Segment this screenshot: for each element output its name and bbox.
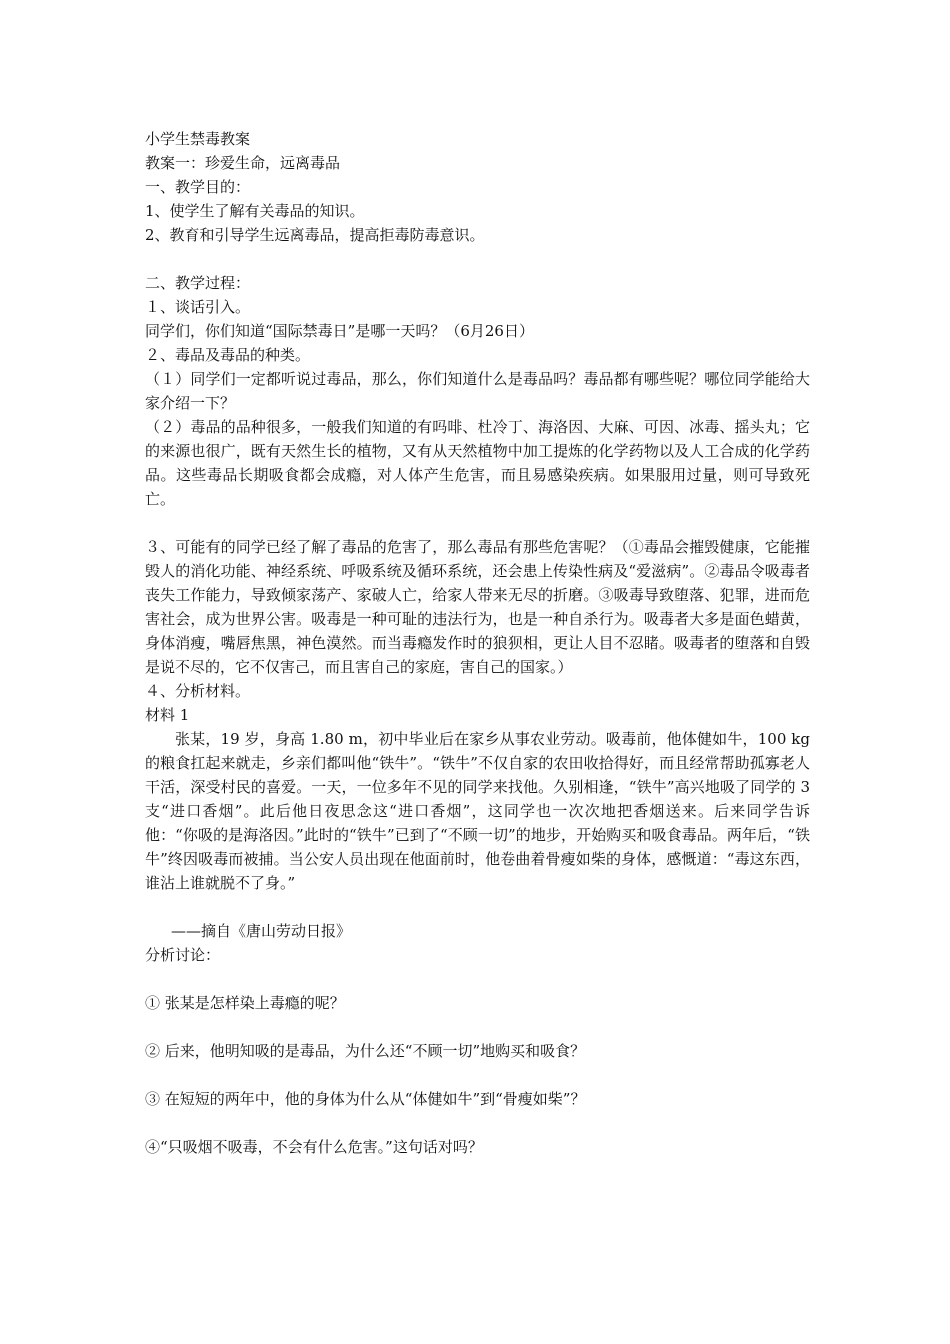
step-4-heading: ４、分析材料。 — [145, 682, 251, 700]
step-3-paragraph: ３、可能有的同学已经了解了毒品的危害了，那么毒品有那些危害呢？（①毒品会摧毁健康，它能摧毁人的消化功能、神经系统、呼吸系统及循环系统，还会患上传染性病及“爱滋病”。②毒品令吸毒者丧失工作能力，导致倾家荡产、家破人亡，给家人带来无尽的折磨。③吸毒导致堕落、犯罪，进而危害社会，成为世界公害。吸毒是一种可耻的违法行为，也是一种自杀行为。吸毒者大多是面色蜡黄，身体消瘦，嘴唇焦黑，神色漠然。而当毒瘾发作时的狼狈相，更让人目不忍睹。吸毒者的堕落和自毁是说不尽的，它不仅害己，而且害自己的家庭，害自己的国家。） — [145, 538, 810, 676]
material-source: ——摘自《唐山劳动日报》 — [171, 922, 352, 940]
step-2-heading: ２、毒品及毒品的种类。 — [145, 346, 311, 364]
section-heading-goals: 一、教学目的： — [145, 178, 251, 196]
step-2-paragraph-1: （１）同学们一定都听说过毒品，那么，你们知道什么是毒品吗？毒品都有哪些呢？哪位同学能给大家介绍一下？ — [145, 370, 810, 412]
discussion-question-1: ① 张某是怎样染上毒瘾的呢？ — [145, 994, 345, 1012]
blank-line — [145, 511, 810, 535]
document-body — [145, 127, 810, 1159]
material-label: 材料 1 — [145, 706, 190, 724]
step-1-heading: １、谈话引入。 — [145, 298, 251, 316]
blank-line — [145, 1063, 810, 1087]
step-1-text: 同学们，你们知道“国际禁毒日”是哪一天吗？（6月26日） — [145, 322, 534, 340]
goal-item-2: 2、教育和引导学生远离毒品，提高拒毒防毒意识。 — [145, 226, 485, 244]
material-paragraph: 张某，19 岁，身高 1.80 m，初中毕业后在家乡从事农业劳动。吸毒前，他体健如牛，100 kg 的粮食扛起来就走，乡亲们都叫他“铁牛”。“铁牛”不仅自家的农田收拾得好，而且经常帮助孤寡老人干活，深受村民的喜爱。一天，一位多年不见的同学来找他。久别相逢，“铁牛”高兴地吸了同学的 3 支“进口香烟”。此后他日夜思念这“进口香烟”，这同学也一次次地把香烟送来。后来同学告诉他：“你吸的是海洛因。”此时的“铁牛”已到了“不顾一切”的地步，开始购买和吸食毒品。两年后，“铁牛”终因吸毒而被捕。当公安人员出现在他面前时，他卷曲着骨瘦如柴的身体，感慨道：“毒这东西，谁沾上谁就脱不了身。” — [145, 730, 810, 892]
blank-line — [145, 895, 810, 919]
document-title: 小学生禁毒教案 — [145, 130, 251, 148]
section-heading-process: 二、教学过程： — [145, 274, 251, 292]
lesson-title: 教案一：珍爱生命，远离毒品 — [145, 154, 341, 172]
blank-line — [145, 1111, 810, 1135]
discussion-question-2: ② 后来，他明知吸的是毒品，为什么还“不顾一切”地购买和吸食？ — [145, 1042, 586, 1060]
blank-line — [145, 967, 810, 991]
discussion-heading: 分析讨论： — [145, 946, 221, 964]
blank-line — [145, 247, 810, 271]
blank-line — [145, 1015, 810, 1039]
goal-item-1: 1、使学生了解有关毒品的知识。 — [145, 202, 365, 220]
discussion-question-4: ④“只吸烟不吸毒，不会有什么危害。”这句话对吗？ — [145, 1138, 483, 1156]
discussion-question-3: ③ 在短短的两年中，他的身体为什么从“体健如牛”到“骨瘦如柴”？ — [145, 1090, 586, 1108]
step-2-paragraph-2: （２）毒品的品种很多，一般我们知道的有吗啡、杜冷丁、海洛因、大麻、可因、冰毒、摇头丸；它的来源也很广，既有天然生长的植物，又有从天然植物中加工提炼的化学药物以及人工合成的化学药品。这些毒品长期吸食都会成瘾，对人体产生危害，而且易感染疾病。如果服用过量，则可导致死亡。 — [145, 418, 810, 508]
